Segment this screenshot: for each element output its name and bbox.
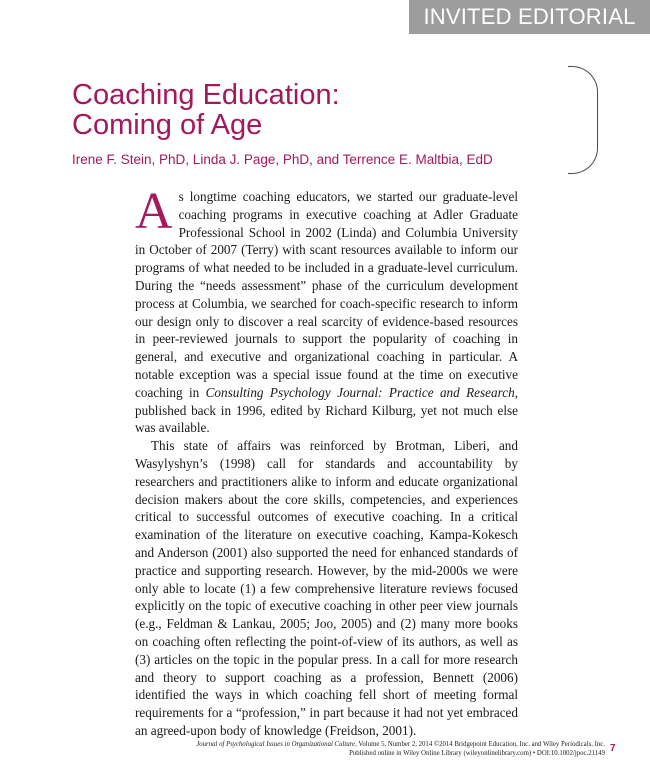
paragraph-1-part-a: s longtime coaching educators, we started our graduate-level coaching programs in executive coaching at Adler Graduate Professional School in 2002 (Linda) and Columbia University in October of 2007 (Terry) with scant resources available to inform our programs of what needed to be included in a graduate-level curriculum. During the “needs assessment” phase of the curriculum development process at Columbia, we searched for coach-specific research to inform our design only to discover a real scarcity of evidence-based resources in peer-reviewed journals to support the popularity of coaching in general, and executive and organizational coaching in particular. A notable exception was a special issue found at the time on executive coaching in [135,189,518,400]
footer-citation-line [150,740,605,749]
paragraph-1 [135,183,518,437]
journal-title-reference: Consulting Psychology Journal: Practice and Research [205,384,515,400]
page-number: 7 [610,743,616,754]
title-line-2: Coming of Age [72,109,263,141]
section-banner: INVITED EDITORIAL [409,0,650,34]
footer-journal-name: Journal of Psychological Issues in Organizational Culture [196,741,356,748]
article-body [135,183,518,740]
authors-byline: Irene F. Stein, PhD, Linda J. Page, PhD, and Terrence E. Maltbia, EdD [72,152,493,167]
footer-published-line: Published online in Wiley Online Library (wileyonlinelibrary.com) • DOI:10.1002/jpoc.21149 [349,750,605,757]
drop-cap: A [135,183,173,240]
article-title [72,80,512,140]
footer-citation: , Volume 5, Number 2, 2014 ©2014 Bridgepoint Education, Inc. and Wiley Periodicals, Inc. [355,741,605,748]
title-line-1: Coaching Education: [72,79,340,111]
paragraph-1-part-b: , published back in 1996, edited by Richard Kilburg, yet not much else was available. [135,384,518,436]
decorative-bracket [568,66,598,174]
paragraph-2: This state of affairs was reinforced by Brotman, Liberi, and Wasylyshyn’s (1998) call for standards and accountability by researchers and practitioners alike to inform and educate organizational decision makers about the core skills, competencies, and experiences critical to successful outcomes of executive coaching. In a critical examination of the literature on executive coaching, Kampa-Kokesch and Anderson (2001) also supported the need for enhanced standards of practice and supporting research. However, by the mid-2000s we were only able to locate (1) a few comprehensive literature reviews focused explicitly on the topic of executive coaching in other peer view journals (e.g., Feldman & Lankau, 2005; Joo, 2005) and (2) many more books on coaching often reflecting the point-of-view of its authors, as well as (3) articles on the topic in the popular press. In a call for more research and theory to support coaching as a profession, Bennett (2006) identified the ways in which coaching fell short of meeting formal requirements for a “profession,” in part because it had not yet embraced an agreed-upon body of knowledge (Freidson, 2001). [135,438,518,738]
page-footer [150,740,605,758]
